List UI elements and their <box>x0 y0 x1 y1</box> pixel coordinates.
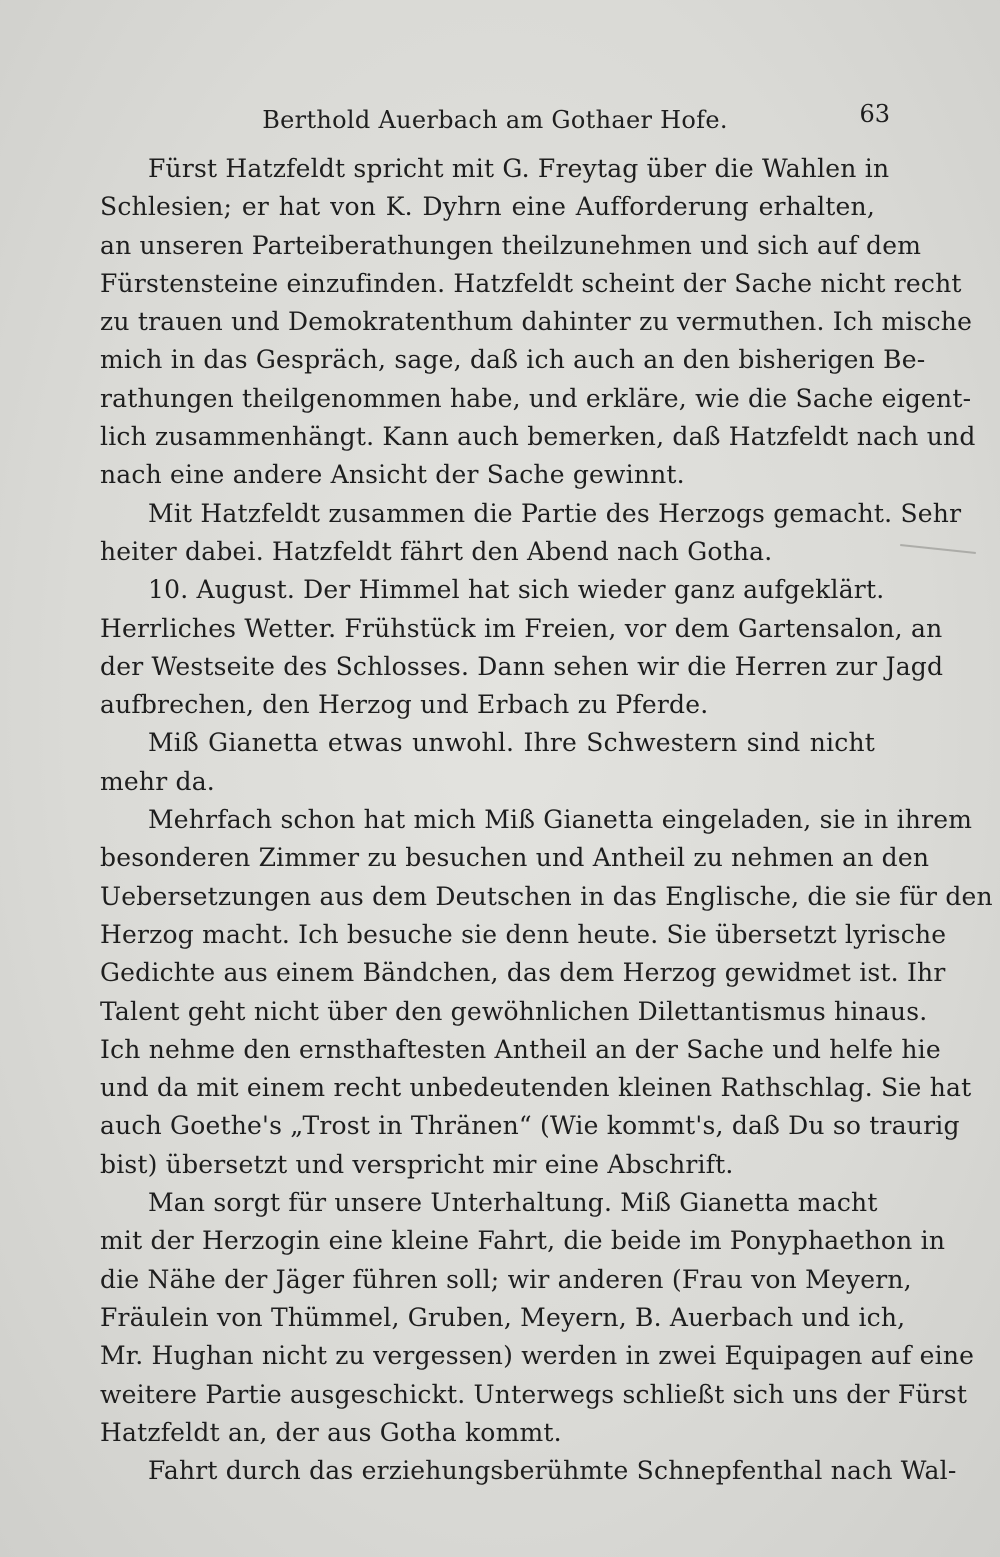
text-line: heiter dabei. Hatzfeldt fährt den Abend nach Gotha. <box>100 536 773 566</box>
text-line: Mr. Hughan nicht zu vergessen) werden in zwei Equipagen auf eine <box>100 1341 975 1371</box>
margin-pencil-mark <box>900 544 976 554</box>
text-line: rathungen theilgenommen habe, und erkläre, wie die Sache eigent- <box>100 383 972 413</box>
text-line: und da mit einem recht unbedeutenden kleinen Rathschlag. Sie hat <box>100 1073 972 1103</box>
running-title: Berthold Auerbach am Gothaer Hofe. <box>262 106 728 134</box>
running-header <box>100 100 890 140</box>
text-line: bist) übersetzt und verspricht mir eine Abschrift. <box>100 1149 734 1179</box>
text-line: Schlesien; er hat von K. Dyhrn eine Aufforderung erhalten, <box>100 192 875 222</box>
text-line: zu trauen und Demokratenthum dahinter zu vermuthen. Ich mische <box>100 307 973 337</box>
text-line: Fahrt durch das erziehungsberühmte Schnepfenthal nach Wal- <box>148 1456 957 1486</box>
text-line: der Westseite des Schlosses. Dann sehen wir die Herren zur Jagd <box>100 651 944 681</box>
text-line: Fürstensteine einzufinden. Hatzfeldt scheint der Sache nicht recht <box>100 268 962 298</box>
text-line: die Nähe der Jäger führen soll; wir anderen (Frau von Meyern, <box>100 1264 912 1294</box>
text-line: Talent geht nicht über den gewöhnlichen Dilettantismus hinaus. <box>100 996 928 1026</box>
text-line: Miß Gianetta etwas unwohl. Ihre Schwestern sind nicht <box>148 728 875 758</box>
text-line: mit der Herzogin eine kleine Fahrt, die beide im Ponyphaethon in <box>100 1226 946 1256</box>
text-line: Fürst Hatzfeldt spricht mit G. Freytag über die Wahlen in <box>148 154 890 183</box>
text-line: auch Goethe's „Trost in Thränen“ (Wie kommt's, daß Du so traurig <box>100 1111 960 1141</box>
page-number: 63 <box>859 100 890 128</box>
text-line: Fräulein von Thümmel, Gruben, Meyern, B. Auerbach und ich, <box>100 1302 906 1332</box>
text-line: 10. August. Der Himmel hat sich wieder ganz aufgeklärt. <box>148 575 885 605</box>
text-line: mich in das Gespräch, sage, daß ich auch an den bisherigen Be- <box>100 345 926 375</box>
text-line: Gedichte aus einem Bändchen, das dem Herzog gewidmet ist. Ihr <box>100 958 946 988</box>
text-line: nach eine andere Ansicht der Sache gewinnt. <box>100 460 685 490</box>
text-line: Herzog macht. Ich besuche sie denn heute. Sie übersetzt lyrische <box>100 919 947 949</box>
text-line: Uebersetzungen aus dem Deutschen in das Englische, die sie für den <box>100 881 993 911</box>
text-line: lich zusammenhängt. Kann auch bemerken, daß Hatzfeldt nach und <box>100 422 976 452</box>
text-line: weitere Partie ausgeschickt. Unterwegs schließt sich uns der Fürst <box>100 1379 968 1409</box>
body-text <box>100 150 993 1490</box>
text-line: Hatzfeldt an, der aus Gotha kommt. <box>100 1417 562 1447</box>
text-line: besonderen Zimmer zu besuchen und Antheil zu nehmen an den <box>100 843 930 873</box>
text-line: aufbrechen, den Herzog und Erbach zu Pferde. <box>100 690 709 720</box>
text-line: an unseren Parteiberathungen theilzunehmen und sich auf dem <box>100 230 922 260</box>
text-line: mehr da. <box>100 766 215 796</box>
text-line: Mit Hatzfeldt zusammen die Partie des Herzogs gemacht. Sehr <box>148 498 962 528</box>
text-line: Ich nehme den ernsthaftesten Antheil an der Sache und helfe hie <box>100 1034 941 1064</box>
text-line: Mehrfach schon hat mich Miß Gianetta eingeladen, sie in ihrem <box>148 805 973 835</box>
text-line: Man sorgt für unsere Unterhaltung. Miß Gianetta macht <box>148 1188 878 1218</box>
text-line: Herrliches Wetter. Frühstück im Freien, vor dem Gartensalon, an <box>100 613 943 643</box>
